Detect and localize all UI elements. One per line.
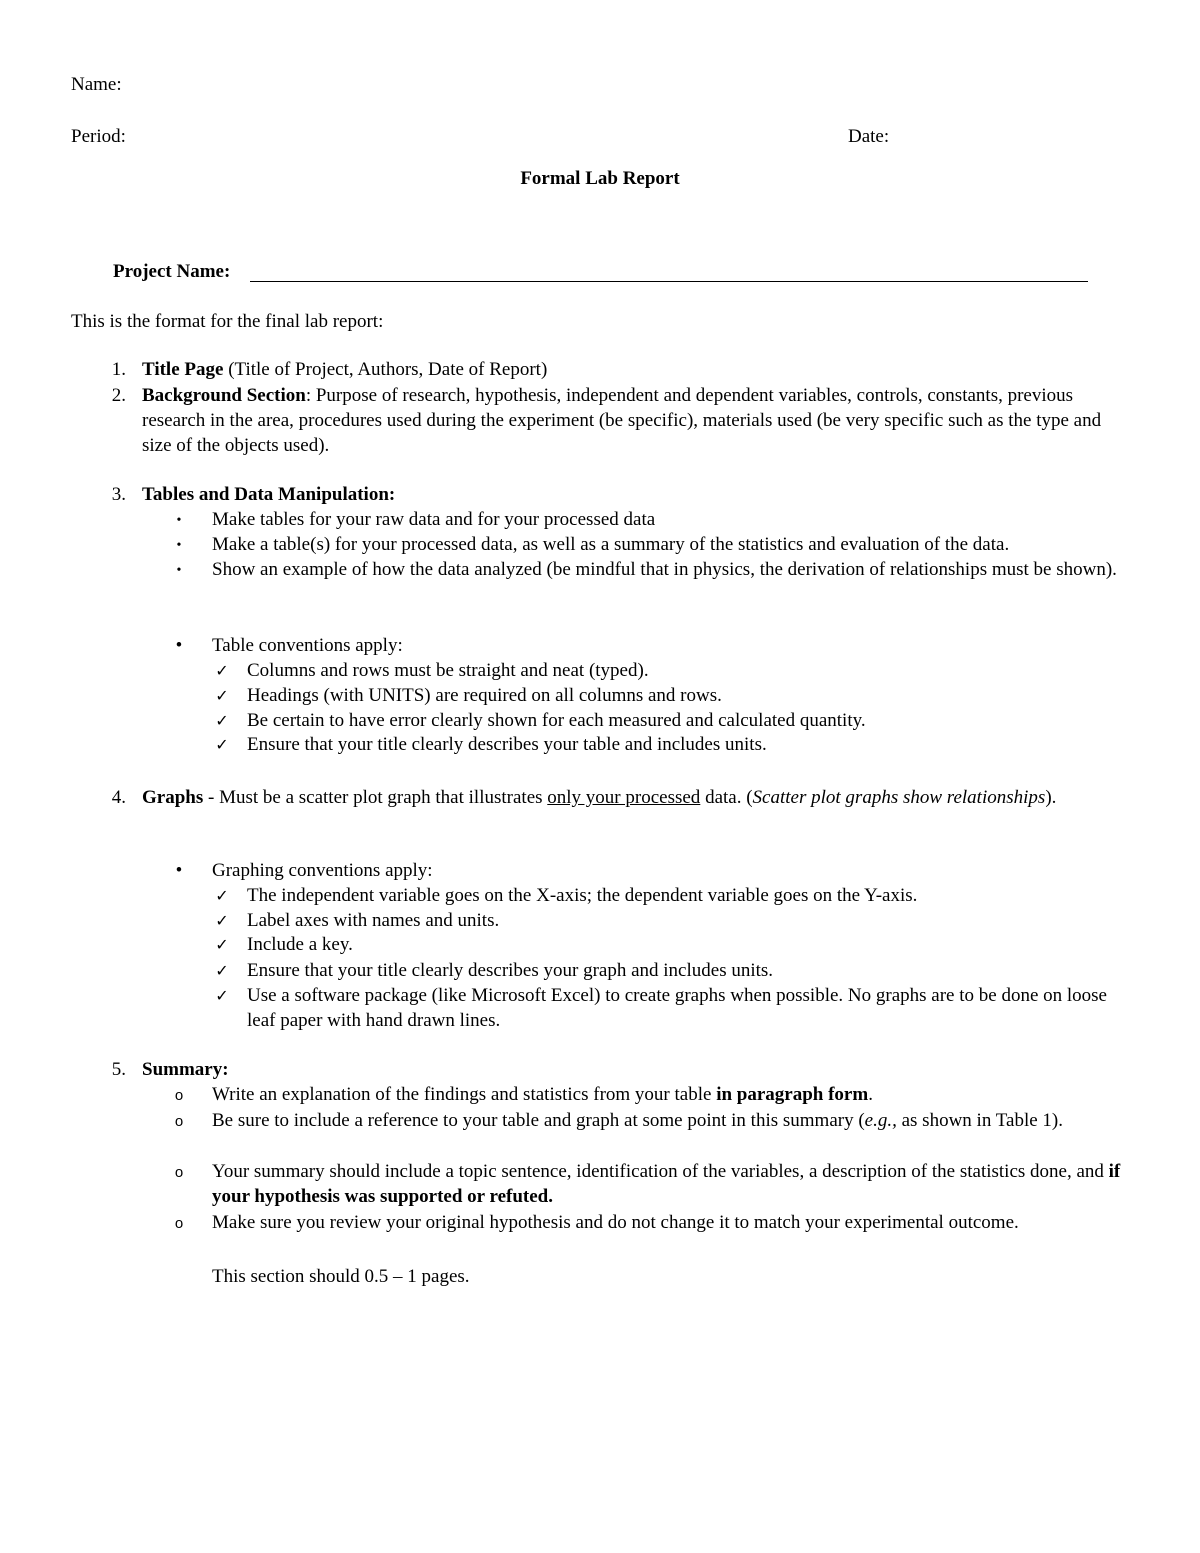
check-icon: ✓ — [215, 686, 229, 705]
date-label: Date: — [848, 126, 890, 147]
list-item: Label axes with names and units. — [247, 910, 500, 931]
name-label: Name: — [71, 74, 122, 95]
list-item: Be certain to have error clearly shown for each measured and calculated quantity. — [247, 710, 866, 731]
period-label: Period: — [71, 126, 126, 147]
check-icon: ✓ — [215, 935, 229, 954]
list-item: Use a software package (like Microsoft Excel) to create graphs when possible. No graphs are to be done on loose leaf paper with hand drawn lines. — [247, 985, 1107, 1031]
item-number: 4. — [111, 787, 126, 808]
list-item: Make a table(s) for your processed data, as well as a summary of the statistics and evaluation of the data. — [212, 534, 1010, 555]
list-item: Ensure that your title clearly describes your table and includes units. — [247, 734, 767, 755]
item-background-section: Background Section: Purpose of research, hypothesis, independent and dependent variables, controls, constants, previous research in the area, procedures used during the experiment (be specific), materials used (be very specific such as the type and size of the objects used). — [142, 385, 1102, 456]
bullet-icon: • — [175, 860, 183, 881]
list-item: Write an explanation of the findings and statistics from your table in paragraph form. — [212, 1084, 873, 1105]
intro-text: This is the format for the final lab report: — [71, 311, 384, 332]
item-number: 3. — [111, 484, 126, 505]
list-item: Show an example of how the data analyzed (be mindful that in physics, the derivation of relationships must be shown). — [212, 559, 1117, 580]
bullet-icon: • — [176, 513, 182, 528]
item-number: 5. — [111, 1059, 126, 1080]
check-icon: ✓ — [215, 735, 229, 754]
circle-bullet-icon: o — [174, 1215, 184, 1232]
project-name-field[interactable] — [250, 281, 1088, 282]
list-item: Be sure to include a reference to your table and graph at some point in this summary (e.g., as shown in Table 1). — [212, 1110, 1063, 1131]
page-title: Formal Lab Report — [520, 168, 680, 189]
list-item: Headings (with UNITS) are required on all columns and rows. — [247, 685, 722, 706]
table-conventions-label: Table conventions apply: — [212, 635, 403, 656]
section-length-note: This section should 0.5 – 1 pages. — [212, 1266, 470, 1287]
list-item: Make tables for your raw data and for your processed data — [212, 509, 656, 530]
list-item: Columns and rows must be straight and neat (typed). — [247, 660, 649, 681]
check-icon: ✓ — [215, 886, 229, 905]
item-title-page: Title Page (Title of Project, Authors, Date of Report) — [142, 359, 548, 380]
item-number: 2. — [111, 385, 126, 406]
bullet-icon: • — [176, 563, 182, 578]
item-summary-heading: Summary: — [142, 1059, 229, 1080]
list-item: Ensure that your title clearly describes your graph and includes units. — [247, 960, 774, 981]
check-icon: ✓ — [215, 661, 229, 680]
check-icon: ✓ — [215, 961, 229, 980]
check-icon: ✓ — [215, 986, 229, 1005]
project-name-label: Project Name: — [113, 261, 231, 282]
item-tables-heading: Tables and Data Manipulation: — [142, 484, 396, 505]
bullet-icon: • — [176, 538, 182, 553]
check-icon: ✓ — [215, 911, 229, 930]
item-number: 1. — [111, 359, 126, 380]
item-graphs: Graphs - Must be a scatter plot graph that illustrates only your processed data. (Scatter plot graphs show relationships). — [142, 787, 1057, 808]
list-item: The independent variable goes on the X-axis; the dependent variable goes on the Y-axis. — [247, 885, 918, 906]
circle-bullet-icon: o — [174, 1087, 184, 1104]
graphing-conventions-label: Graphing conventions apply: — [212, 860, 433, 881]
check-icon: ✓ — [215, 711, 229, 730]
bullet-icon: • — [175, 635, 183, 656]
list-item: Make sure you review your original hypothesis and do not change it to match your experimental outcome. — [212, 1212, 1019, 1233]
list-item: Include a key. — [247, 934, 353, 955]
circle-bullet-icon: o — [174, 1113, 184, 1130]
circle-bullet-icon: o — [174, 1164, 184, 1181]
list-item: Your summary should include a topic sentence, identification of the variables, a description of the statistics done, and if your hypothesis was supported or refuted. — [212, 1161, 1121, 1207]
